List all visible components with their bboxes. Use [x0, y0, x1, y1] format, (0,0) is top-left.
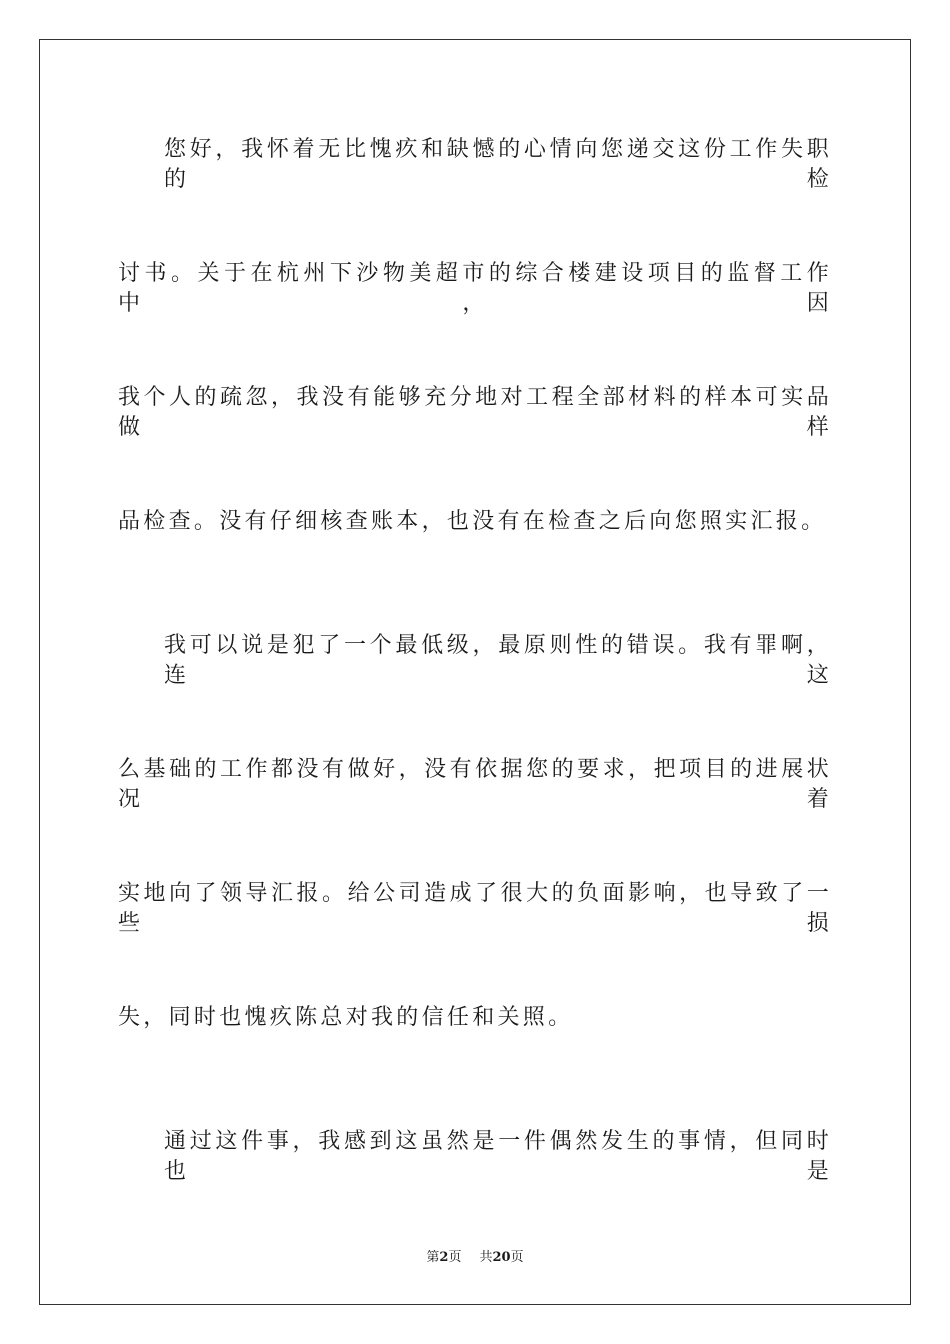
- paragraph-1-line-4: 品检查。没有仔细核查账本，也没有在检查之后向您照实汇报。: [118, 509, 827, 534]
- total-prefix: 共: [479, 1250, 493, 1265]
- paragraph-1-line-3: 我个人的疏忽，我没有能够充分地对工程全部材料的样本可实品做样: [118, 385, 832, 440]
- paragraph-3-line-1: 通过这件事，我感到这虽然是一件偶然发生的事情，但同时也是: [164, 1129, 832, 1184]
- total-suffix: 页: [510, 1250, 524, 1265]
- paragraph-1-line-1: 您好，我怀着无比愧疚和缺憾的心情向您递交这份工作失职的检: [164, 137, 832, 192]
- total-pages: 20: [492, 1250, 511, 1265]
- paragraph-2-line-4: 失，同时也愧疚陈总对我的信任和关照。: [118, 1005, 574, 1030]
- page-prefix: 第: [426, 1250, 440, 1265]
- page-suffix: 页: [448, 1250, 462, 1265]
- paragraph-1-line-2: 讨书。关于在杭州下沙物美超市的综合楼建设项目的监督工作中，因: [118, 261, 832, 316]
- paragraph-2-line-2: 么基础的工作都没有做好，没有依据您的要求，把项目的进展状况着: [118, 757, 832, 812]
- page-footer: [0, 1249, 950, 1267]
- page-number: 2: [439, 1250, 449, 1265]
- paragraph-2-line-3: 实地向了领导汇报。给公司造成了很大的负面影响，也导致了一些损: [118, 881, 832, 936]
- paragraph-2-line-1: 我可以说是犯了一个最低级，最原则性的错误。我有罪啊，连这: [164, 633, 832, 688]
